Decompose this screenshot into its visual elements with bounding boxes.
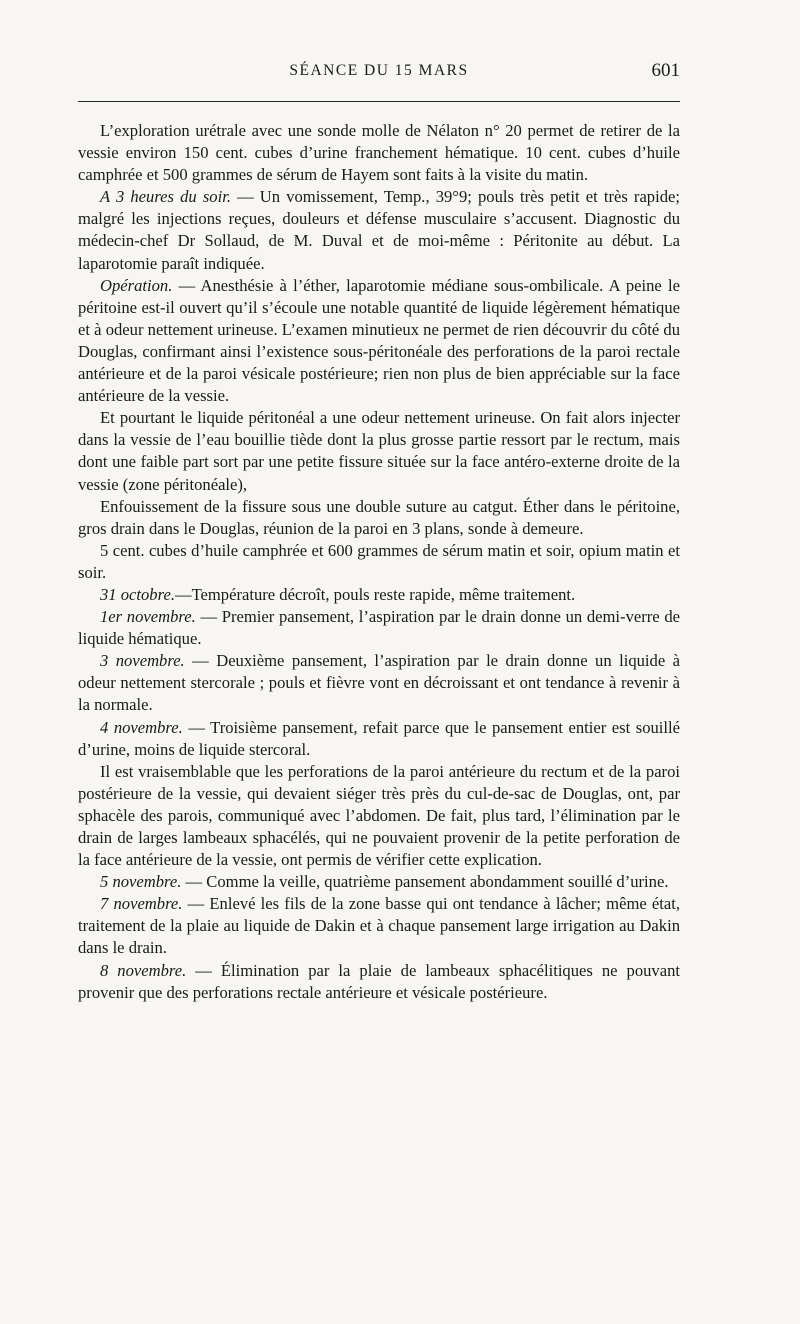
paragraph: 7 novembre. — Enlevé les fils de la zone basse qui ont tendance à lâcher; même état, traitement de la plaie au liquide de Dakin et à chaque pansement large irrigation au Dakin dans le drain. [78,894,681,958]
running-title: SÉANCE DU 15 MARS [289,62,469,79]
paragraph: 4 novembre. — Troisième pansement, refait parce que le pansement entier est souillé d’urine, moins de liquide stercoral. [78,717,681,759]
page-number: 601 [651,60,680,81]
paragraph: Et pourtant le liquide péritonéal a une odeur nettement urineuse. On fait alors injecter dans la vessie de l’eau bouillie tiède dont la plus grosse partie ressort par le rectum, mais dont une faible part sort par une petite fissure située sur la face antéro-externe droite de la vessie (zone péritonéale), [78,408,680,494]
paragraph: 31 octobre.—Température décroît, pouls reste rapide, même traitement. [100,584,576,604]
paragraph: 8 novembre. — Élimination par la plaie de lambeaux sphacélitiques ne pouvant provenir que des perforations rectale antérieure et vésicale postérieure. [78,960,680,1002]
paragraph: L’exploration urétrale avec une sonde molle de Nélaton n° 20 permet de retirer de la vessie environ 150 cent. cubes d’urine franchement hématique. 10 cent. cubes d’huile camphrée et 500 grammes de sérum de Hayem sont faits à la visite du matin. [78,121,680,185]
running-header [78,62,680,90]
paragraph: 1er novembre. — Premier pansement, l’aspiration par le drain donne un demi-verre de liquide hématique. [78,607,680,649]
paragraph: 5 novembre. — Comme la veille, quatrième pansement abondamment souillé d’urine. [100,872,669,892]
paragraph: Enfouissement de la fissure sous une double suture au catgut. Éther dans le péritoine, gros drain dans le Douglas, réunion de la paroi en 3 plans, sonde à demeure. [78,496,680,538]
header-rule [78,101,680,102]
text-body [78,120,680,1004]
paragraph: 5 cent. cubes d’huile camphrée et 600 grammes de sérum matin et soir, opium matin et soir. [78,540,680,582]
paragraph: A 3 heures du soir. — Un vomissement, Temp., 39°9; pouls très petit et très rapide; malgré les injections reçues, douleurs et défense musculaire s’accusent. Diagnostic du médecin-chef Dr Sollaud, de M. Duval et de moi-même : Péritonite au début. La laparotomie paraît indiquée. [78,187,680,273]
paragraph: 3 novembre. — Deuxième pansement, l’aspiration par le drain donne un liquide à odeur nettement stercorale ; pouls et fièvre vont en décroissant et ont tendance à revenir à la normale. [78,651,680,715]
paragraph: Il est vraisemblable que les perforations de la paroi antérieure du rectum et de la paroi postérieure de la vessie, qui devaient siéger très près du cul-de-sac de Douglas, ont, par sphacèle des parois, communiqué avec l’abdomen. De fait, plus tard, l’élimination par le drain de larges lambeaux sphacélés, qui ne pouvaient provenir de la petite perforation de la face antérieure de la vessie, ont permis de vérifier cette explication. [78,761,680,870]
paragraph: Opération. — Anesthésie à l’éther, laparotomie médiane sous-ombilicale. A peine le péritoine est-il ouvert qu’il s’écoule une notable quantité de liquide légèrement hématique et à odeur nettement urineuse. L’examen minutieux ne permet de rien découvrir du côté du Douglas, confirmant ainsi l’existence sous-péritonéale des perforations de la paroi rectale antérieure et de la paroi vésicale postérieure; rien non plus de bien appréciable sur la face antérieure de la vessie. [78,275,680,406]
